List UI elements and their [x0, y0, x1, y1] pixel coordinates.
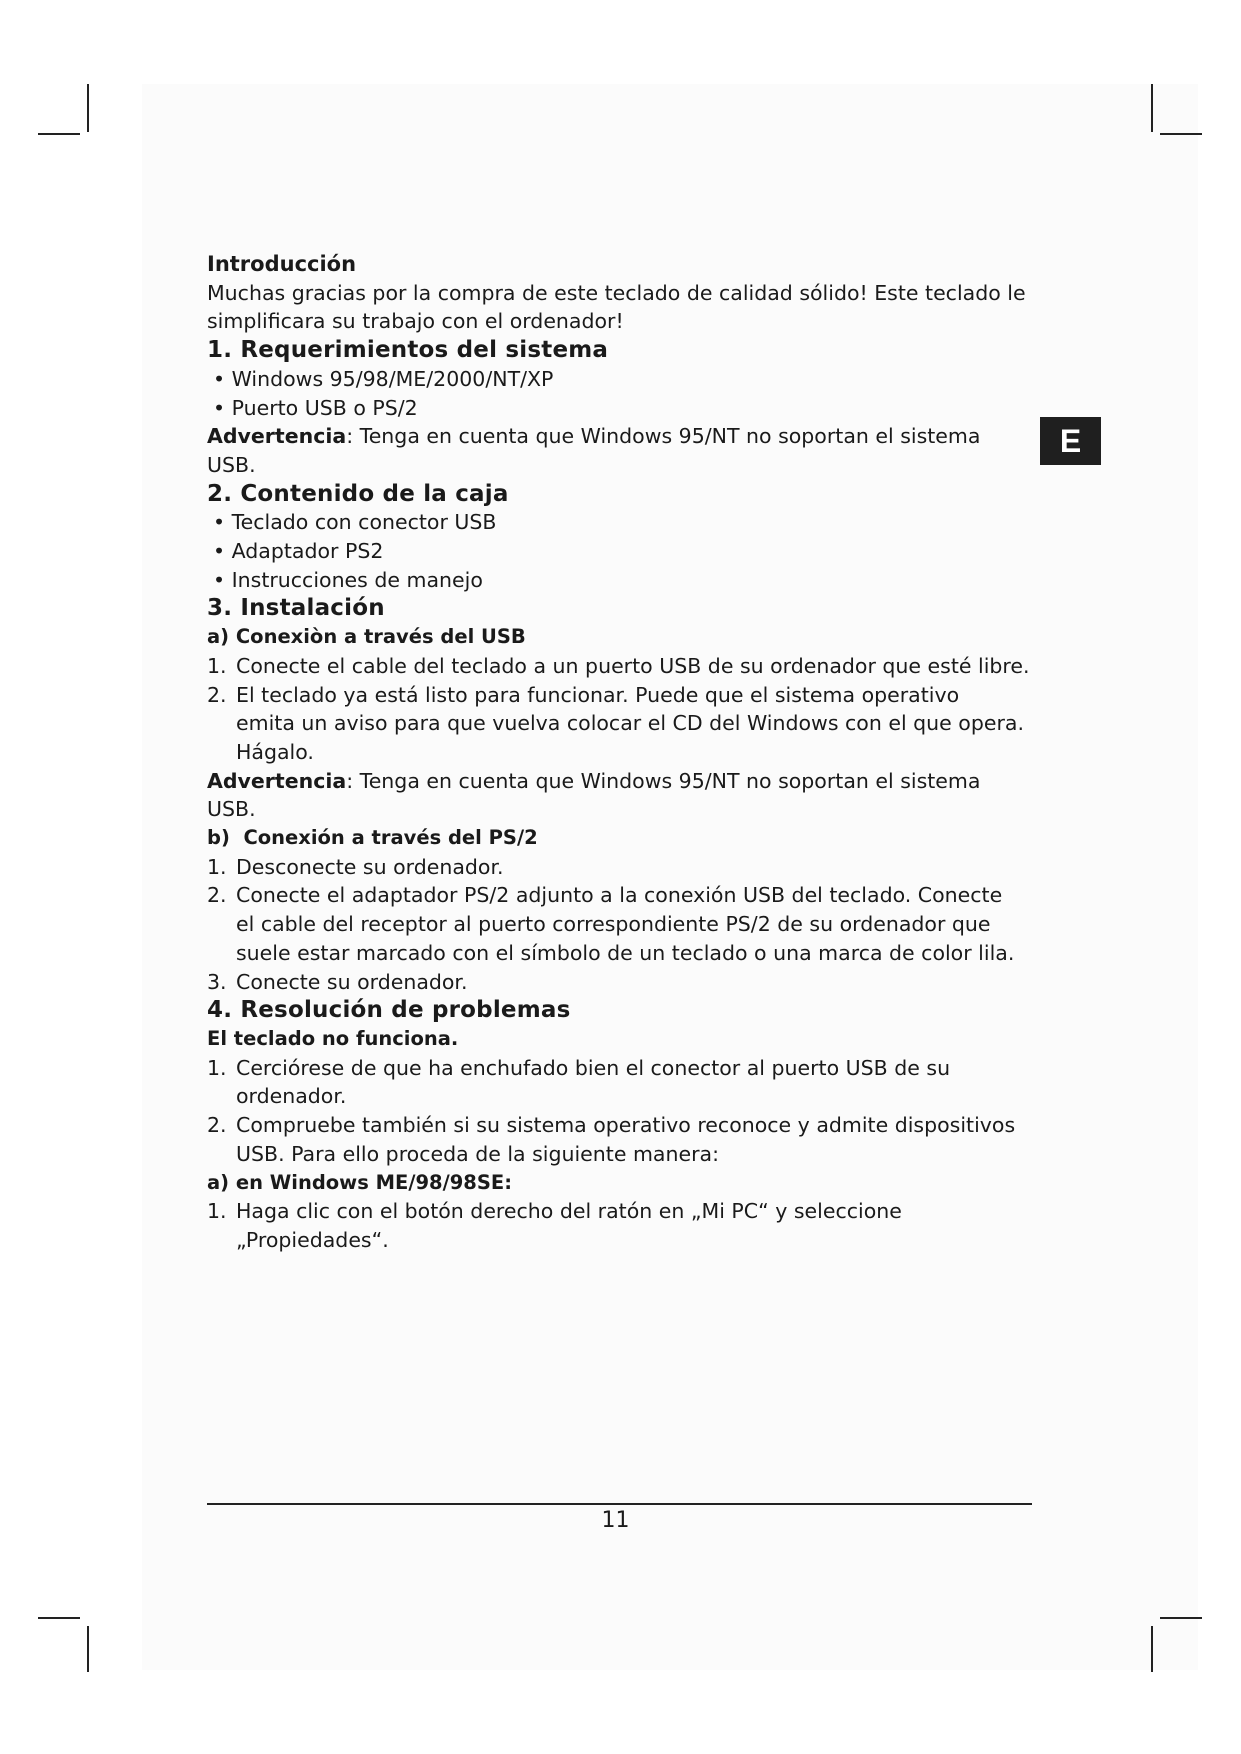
step-line: USB. Para ello proceda de la siguiente manera: [236, 1141, 719, 1166]
step-text [236, 1197, 902, 1254]
crop-mark-top-right-horizontal [1160, 133, 1202, 135]
installation-heading: 3. Instalación [207, 595, 385, 622]
page-number-text: 11 [601, 1508, 630, 1533]
step-text [236, 652, 1030, 681]
list-item: • Adaptador PS2 [213, 537, 1037, 566]
warning-label: Advertencia [207, 424, 347, 449]
step-item [207, 681, 1037, 767]
ps2-subheading: b) Conexión a través del PS/2 [207, 826, 538, 850]
requirements-section [207, 336, 1037, 480]
crop-mark-top-right-vertical [1151, 84, 1153, 132]
step-line: emita un aviso para que vuelva colocar el CD del Windows con el que opera. [236, 711, 1024, 736]
troubleshooting-steps [207, 1054, 1037, 1169]
step-item [207, 853, 1037, 882]
warning-text: USB. [207, 452, 256, 477]
step-item [207, 1054, 1037, 1111]
step-text [236, 681, 1024, 767]
step-line: Haga clic con el botón derecho del ratón en „Mi PC“ y seleccione [236, 1199, 902, 1224]
crop-mark-top-left-vertical [87, 84, 89, 132]
warning-text: : Tenga en cuenta que Windows 95/NT no soportan el sistema [346, 424, 981, 449]
troubleshooting-heading: 4. Resolución de problemas [207, 997, 571, 1024]
step-text [236, 1111, 1015, 1168]
installation-section [207, 594, 1037, 996]
step-line: Conecte el cable del teclado a un puerto USB de su ordenador que esté libre. [236, 653, 1030, 678]
crop-mark-top-left-horizontal [38, 133, 80, 135]
intro-section [207, 250, 1037, 336]
step-line: Conecte su ordenador. [236, 969, 468, 994]
step-item [207, 968, 1037, 997]
intro-line: simplificara su trabajo con el ordenador! [207, 309, 624, 334]
step-text [236, 881, 1014, 967]
manual-content [207, 250, 1037, 1255]
warning-text: : Tenga en cuenta que Windows 95/NT no soportan el sistema [346, 768, 981, 793]
box-contents-section [207, 480, 1037, 595]
list-item: • Teclado con conector USB [213, 508, 1037, 537]
step-number: 1. [207, 1199, 227, 1224]
step-number: 2. [207, 883, 227, 908]
step-line: Cerciórese de que ha enchufado bien el conector al puerto USB de su [236, 1055, 951, 1080]
step-line: ordenador. [236, 1084, 347, 1109]
step-text [236, 1054, 950, 1111]
usb-subheading: a) Conexiòn a través del USB [207, 625, 526, 649]
warning-text: USB. [207, 797, 256, 822]
intro-heading: Introducción [207, 252, 357, 276]
crop-mark-bottom-left-vertical [87, 1626, 89, 1672]
crop-mark-bottom-left-horizontal [38, 1617, 80, 1619]
step-line: Hágalo. [236, 739, 314, 764]
intro-line: Muchas gracias por la compra de este teclado de calidad sólido! Este teclado le [207, 280, 1026, 305]
box-contents-list [207, 508, 1037, 594]
windows-me-subheading: a) en Windows ME/98/98SE: [207, 1170, 513, 1194]
list-item: • Windows 95/98/ME/2000/NT/XP [213, 365, 1037, 394]
step-number: 1. [207, 1055, 227, 1080]
step-item [207, 652, 1037, 681]
requirements-warning [207, 422, 1037, 451]
step-item [207, 1111, 1037, 1168]
step-line: „Propiedades“. [236, 1227, 389, 1252]
list-item: • Puerto USB o PS/2 [213, 394, 1037, 423]
page-number [0, 1505, 1241, 1537]
step-number: 3. [207, 969, 227, 994]
windows-me-steps [207, 1197, 1037, 1254]
list-item: • Instrucciones de manejo [213, 566, 1037, 595]
step-line: suele estar marcado con el símbolo de un teclado o una marca de color lila. [236, 940, 1015, 965]
language-tab: E [1040, 417, 1101, 465]
step-number: 1. [207, 653, 227, 678]
step-number: 1. [207, 854, 227, 879]
usb-steps [207, 652, 1037, 767]
step-item [207, 881, 1037, 967]
step-line: Conecte el adaptador PS/2 adjunto a la conexión USB del teclado. Conecte [236, 883, 1003, 908]
requirements-list [207, 365, 1037, 422]
troubleshooting-subheading: El teclado no funciona. [207, 1026, 459, 1050]
ps2-steps [207, 853, 1037, 997]
step-line: Desconecte su ordenador. [236, 854, 504, 879]
step-item [207, 1197, 1037, 1254]
step-number: 2. [207, 1113, 227, 1138]
step-line: Compruebe también si su sistema operativo reconoce y admite dispositivos [236, 1113, 1016, 1138]
crop-mark-bottom-right-horizontal [1160, 1617, 1202, 1619]
step-line: El teclado ya está listo para funcionar. Puede que el sistema operativo [236, 682, 960, 707]
box-contents-heading: 2. Contenido de la caja [207, 480, 509, 507]
warning-label: Advertencia [207, 768, 347, 793]
step-line: el cable del receptor al puerto correspondiente PS/2 de su ordenador que [236, 912, 991, 937]
step-number: 2. [207, 682, 227, 707]
usb-warning [207, 767, 1037, 796]
requirements-heading: 1. Requerimientos del sistema [207, 337, 609, 364]
troubleshooting-section [207, 996, 1037, 1254]
crop-mark-bottom-right-vertical [1151, 1626, 1153, 1672]
